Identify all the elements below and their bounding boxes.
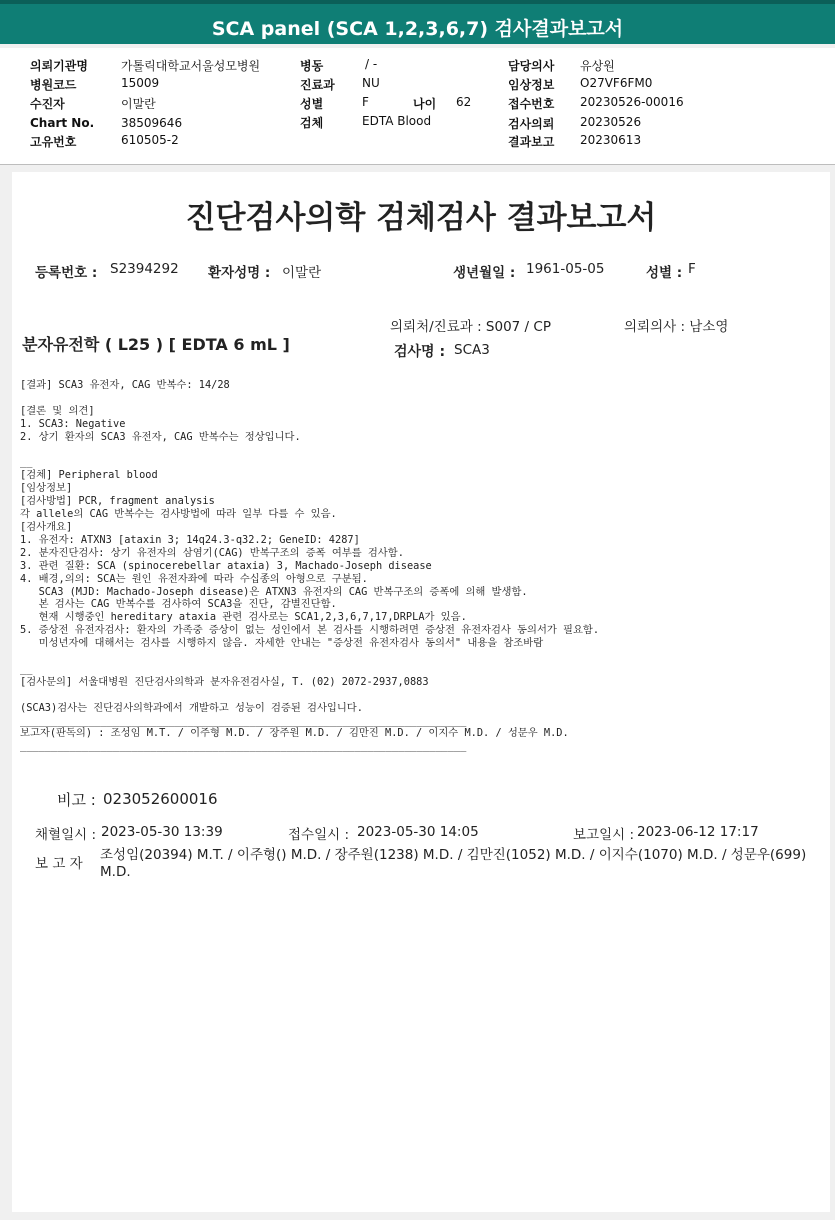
doc-sex-value: F bbox=[688, 261, 696, 277]
chart-no-value: 38509646 bbox=[121, 116, 183, 130]
ward-label: 병동 bbox=[300, 59, 324, 73]
reg-no-value: S2394292 bbox=[110, 261, 179, 277]
patient-name-label: 환자성명 : bbox=[208, 265, 271, 281]
department-value: NU bbox=[362, 76, 380, 90]
test-name-label: 검사명 : bbox=[394, 344, 446, 360]
specimen-value: EDTA Blood bbox=[362, 114, 432, 128]
unique-no-label: 고유번호 bbox=[30, 135, 77, 149]
receipt-no-value: 20230526-00016 bbox=[580, 95, 684, 109]
receive-time-label: 접수일시 : bbox=[288, 827, 350, 843]
document-title: 진단검사의학 검체검사 결과보고서 bbox=[185, 200, 657, 236]
department-label: 진료과 bbox=[300, 78, 335, 92]
birth-date-label: 생년월일 : bbox=[453, 265, 516, 281]
report-time-value: 2023-06-12 17:17 bbox=[637, 824, 759, 840]
hospital-code-label: 병원코드 bbox=[30, 78, 77, 92]
requester-doctor: 의뢰의사 : 남소영 bbox=[624, 319, 729, 335]
report-date-label: 결과보고 bbox=[508, 135, 555, 149]
receipt-no-label: 접수번호 bbox=[508, 97, 555, 111]
age-value: 62 bbox=[456, 95, 472, 109]
ward-value: / - bbox=[365, 57, 378, 71]
reporter-list: 조성임(20394) M.T. / 이주형() M.D. / 장주원(1238) M.D. / 김만진(1052) M.D. / 이지수(1070) M.D. / 성문우(699) M.D. bbox=[100, 847, 807, 880]
doctor-label: 담당의사 bbox=[508, 59, 555, 73]
reg-no-label: 등록번호 : bbox=[35, 265, 98, 281]
patient-name-value: 이말란 bbox=[282, 265, 322, 281]
request-date-label: 검사의뢰 bbox=[508, 117, 555, 131]
title-bar bbox=[0, 0, 835, 44]
requester-department: 의뢰처/진료과 : S007 / CP bbox=[390, 319, 551, 335]
collect-time-value: 2023-05-30 13:39 bbox=[101, 824, 223, 840]
scanned-report bbox=[12, 172, 830, 1212]
test-name-value: SCA3 bbox=[454, 342, 490, 358]
report-body: [결과] SCA3 유전자, CAG 반복수: 14/28 [결론 및 의견] 1. SCA3: Negative 2. 상기 환자의 SCA3 유전자, CAG 반복수는 정상입니다. __ [검체] Peripheral blood [임상정보] [검사방법] PCR, fragment analysis 각 allele의 CAG 반복수는 검사방법에 따라 일부 다를 수 있음. [검사개요] 1. 유전자: ATXN3 [ataxin 3; 14q24.3-q32.2; GeneID: 4287] 2. 분자진단검사: 상기 유전자의 삼염기(CAG) 반복구조의 증폭 여부를 검사함. 3. 관련 질환: SCA (spinocerebellar ataxia) 3, Machado-Joseph disease 4. 배경,의의: SCA는 원인 유전자좌에 따라 수십종의 아형으로 구분됨. SCA3 (MJD: Machado-Joseph disease)은 ATXN3 유전자의 CAG 반복구조의 증폭에 의해 발생함. 본 검사는 CAG 반복수를 검사하여 SCA3을 진단, 감별진단함. 현재 시행중인 hereditary ataxia 관련 검사로는 SCA1,2,3,6,7,17,DRPLA가 있음. 5. 증상전 유전자검사: 환자의 가족중 증상이 없는 성인에서 본 검사를 시행하려면 증상전 유전자검사 동의서가 필요함. 미성년자에 대해서는 검사를 시행하지 않음. 자세한 안내는 "증상전 유전자검사 동의서" 내용을 참조바람 __ [검사문의] 서울대병원 진단검사의학과 분자유전검사실, T. (02) 2072-2937,0883 (SCA3)검사는 진단검사의학과에서 개발하고 성능이 검증된 검사입니다. ________________________________________________________________________ 보고자(판독의) : 조성임 M.T. / 이주형 M.D. / 장주원 M.D. / 김만진 M.D. / 이지수 M.D. / 성문우 M.D. ________________________________________________________________________ bbox=[20, 379, 600, 753]
remark-value: 023052600016 bbox=[103, 790, 218, 808]
sex-value: F bbox=[362, 95, 369, 109]
report-date-value: 20230613 bbox=[580, 133, 642, 147]
report-time-label: 보고일시 : bbox=[573, 827, 635, 843]
hospital-code-value: 15009 bbox=[121, 76, 160, 90]
sex-label: 성별 bbox=[300, 97, 324, 111]
institution-value: 가톨릭대학교서울성모병원 bbox=[121, 59, 261, 73]
doc-sex-label: 성별 : bbox=[646, 265, 683, 281]
section-title: 분자유전학 ( L25 ) [ EDTA 6 mL ] bbox=[22, 335, 290, 354]
receive-time-value: 2023-05-30 14:05 bbox=[357, 824, 479, 840]
report-title: SCA panel (SCA 1,2,3,6,7) 검사결과보고서 bbox=[211, 18, 624, 40]
chart-no-label: Chart No. bbox=[30, 116, 95, 130]
collect-time-label: 채혈일시 : bbox=[35, 827, 97, 843]
report-header bbox=[0, 48, 835, 164]
institution-label: 의뢰기관명 bbox=[30, 59, 88, 73]
patient-label: 수진자 bbox=[30, 97, 65, 111]
specimen-label: 검체 bbox=[300, 116, 324, 130]
reporter-label: 보 고 자 bbox=[35, 856, 83, 872]
request-date-value: 20230526 bbox=[580, 115, 642, 129]
remark-label: 비고 : bbox=[57, 791, 96, 809]
age-label: 나이 bbox=[413, 97, 437, 111]
patient-value: 이말란 bbox=[121, 97, 156, 111]
header-divider bbox=[0, 164, 835, 165]
doctor-value: 유상원 bbox=[580, 59, 615, 73]
birth-date-value: 1961-05-05 bbox=[526, 261, 605, 277]
unique-no-value: 610505-2 bbox=[121, 133, 179, 147]
clinical-info-value: O27VF6FM0 bbox=[580, 76, 653, 90]
clinical-info-label: 임상정보 bbox=[508, 78, 555, 92]
